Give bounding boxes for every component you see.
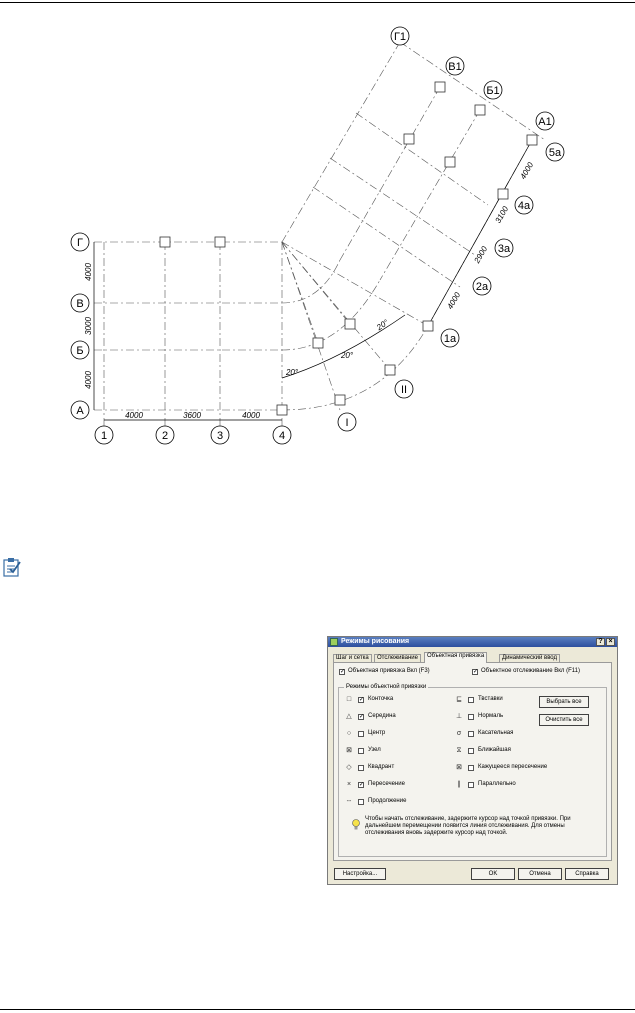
apparent-intersection-checkbox[interactable] [468, 765, 474, 771]
axis-label-V1: В1 [448, 61, 462, 73]
note-icon [3, 557, 21, 577]
midpoint-label: Середина [368, 713, 396, 719]
axis-label-2: 2 [161, 430, 169, 442]
perpendicular-checkbox[interactable] [468, 714, 474, 720]
quadrant-checkbox[interactable] [358, 765, 364, 771]
node-label: Узел [368, 747, 381, 753]
node-icon: ⊠ [346, 747, 352, 754]
axis-label-V: В [76, 298, 84, 310]
node-checkbox[interactable] [358, 748, 364, 754]
close-icon[interactable]: × [606, 638, 615, 646]
tab-tracking[interactable]: Отслеживание [374, 654, 421, 662]
dim-diag-4: 4000 [445, 290, 463, 311]
tracking-on-checkbox[interactable]: ✓ [473, 669, 479, 675]
options-button[interactable]: Настройка... [334, 868, 386, 880]
tangent-checkbox[interactable] [468, 731, 474, 737]
nearest-checkbox[interactable] [468, 748, 474, 754]
dialog-titlebar [328, 637, 617, 647]
axis-label-A1: А1 [538, 116, 552, 128]
tangent-icon: σ [456, 730, 462, 737]
intersection-checkbox[interactable]: ✓ [359, 782, 365, 788]
clear-all-button[interactable]: Очистить все [539, 714, 589, 726]
intersection-icon: × [346, 781, 352, 788]
center-label: Центр [368, 730, 386, 736]
extension-icon: -- [346, 798, 352, 805]
apparent-intersection-label: Кажущееся пересечение [478, 764, 548, 770]
extension-checkbox[interactable] [358, 799, 364, 805]
tab-dynamic-input[interactable]: Динамический ввод [499, 654, 560, 662]
snap-modes-group [338, 684, 607, 857]
axis-label-II: II [400, 384, 408, 396]
app-icon [330, 638, 338, 646]
angle-1: 20° [285, 368, 299, 377]
axis-label-5a: 5а [548, 147, 562, 159]
axis-label-1a: 1а [443, 333, 457, 345]
axis-grid-drawing [0, 0, 635, 470]
drafting-settings-dialog [327, 636, 618, 885]
endpoint-icon: □ [346, 696, 352, 703]
nearest-label: Ближайшая [478, 747, 511, 753]
endpoint-label: Конточка [368, 696, 394, 702]
axis-label-G: Г [77, 237, 83, 249]
perpendicular-label: Нормаль [478, 713, 504, 719]
dim-bottom-3: 4000 [242, 411, 260, 420]
angle-3: 20° [375, 317, 391, 333]
axis-label-1: 1 [100, 430, 108, 442]
tangent-label: Касательная [478, 730, 514, 736]
midpoint-checkbox[interactable]: ✓ [359, 714, 365, 720]
bottom-rule [0, 1009, 635, 1010]
cancel-button[interactable]: Отмена [518, 868, 562, 880]
insertion-icon: ⊑ [456, 696, 462, 703]
axis-label-3a: 3а [497, 243, 511, 255]
help-icon[interactable]: ? [596, 638, 605, 646]
snap-on-label: Объектная привязка Вкл (F3) [348, 668, 430, 674]
axis-label-2a: 2а [475, 281, 489, 293]
axis-label-A: А [76, 405, 84, 417]
select-all-button[interactable]: Выбрать все [539, 696, 589, 708]
parallel-checkbox[interactable] [468, 782, 474, 788]
help-button[interactable]: Справка [565, 868, 609, 880]
apparent-intersection-icon: ⊠ [456, 764, 462, 771]
axis-label-B1: Б1 [486, 85, 500, 97]
dim-left-1: 4000 [84, 263, 93, 281]
axis-label-B: Б [76, 345, 84, 357]
object-snap-panel [333, 662, 612, 861]
axis-label-3: 3 [216, 430, 224, 442]
tab-snap-grid[interactable]: Шаг и сетка [333, 654, 372, 662]
angle-2: 20° [340, 351, 354, 360]
tracking-on-label: Объектное отслеживание Вкл (F11) [481, 668, 580, 674]
snap-modes-title: Режимы объектной привязки [346, 684, 427, 690]
center-icon: ○ [346, 730, 352, 737]
axis-label-4a: 4а [517, 200, 531, 212]
nearest-icon: ⧖ [456, 747, 462, 754]
insertion-checkbox[interactable] [468, 697, 474, 703]
dim-diag-3: 2900 [472, 244, 490, 265]
ok-button[interactable]: OK [471, 868, 515, 880]
perpendicular-icon: ⊥ [455, 713, 463, 720]
endpoint-checkbox[interactable]: ✓ [359, 697, 365, 703]
snap-on-checkbox[interactable]: ✓ [340, 669, 346, 675]
intersection-label: Пересечение [368, 781, 405, 787]
parallel-icon: ∥ [457, 781, 461, 788]
dim-left-3: 4000 [84, 371, 93, 389]
midpoint-icon: △ [346, 713, 352, 720]
extension-label: Продолжение [368, 798, 407, 804]
dim-diag-1: 4000 [518, 160, 536, 181]
tab-object-snap[interactable]: Объектная привязка [424, 652, 487, 663]
dim-diag-2: 3100 [493, 204, 511, 225]
quadrant-icon: ◇ [346, 764, 352, 771]
dialog-title: Режимы рисования [341, 638, 410, 645]
dim-bottom-1: 4000 [125, 411, 143, 420]
dim-left-2: 3000 [84, 317, 93, 335]
tracking-hint: Чтобы начать отслеживание, задержите курсор над точкой привязки. При дальнейшем перемещении появится линия отслеживания. Для отмены отслеживания вновь задержите курсор над точкой. [365, 816, 571, 836]
axis-label-4: 4 [278, 430, 286, 442]
insertion-label: Твставки [478, 696, 503, 702]
parallel-label: Параллельно [478, 781, 516, 787]
dim-bottom-2: 3600 [183, 411, 201, 420]
axis-label-G1: Г1 [393, 31, 407, 43]
quadrant-label: Квадрант [368, 764, 395, 770]
axis-label-I: I [345, 417, 349, 429]
lightbulb-icon [352, 819, 360, 831]
center-checkbox[interactable] [358, 731, 364, 737]
